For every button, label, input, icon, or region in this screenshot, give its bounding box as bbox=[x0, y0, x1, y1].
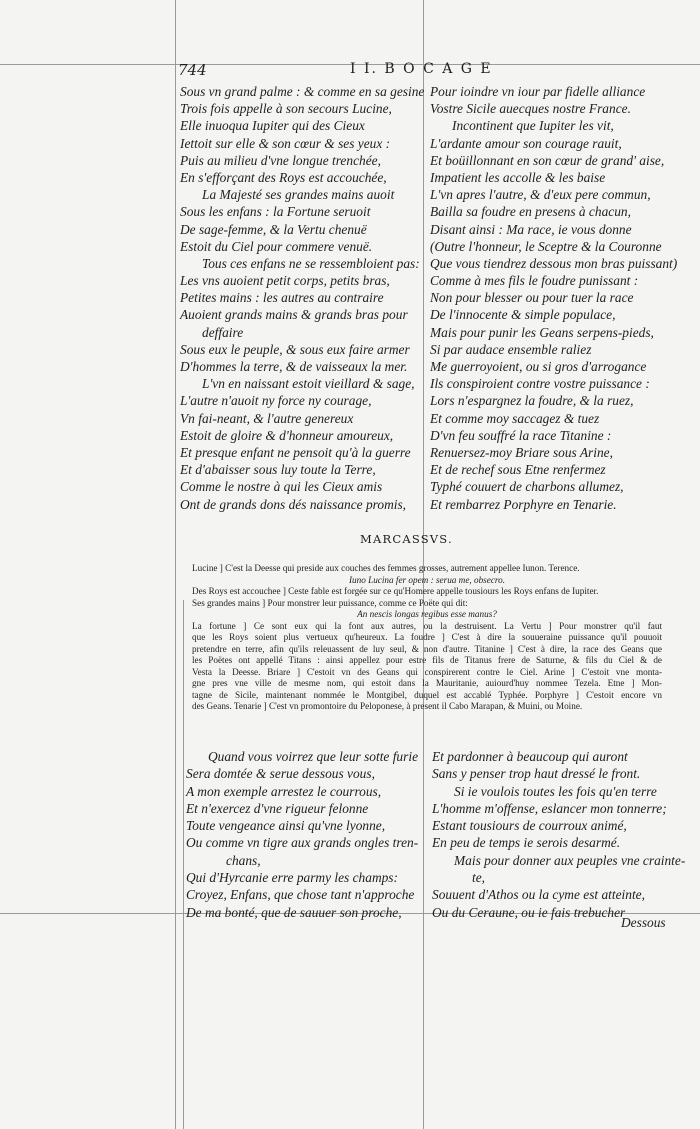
verse-line: Et pardonner à beaucoup qui auront bbox=[432, 749, 628, 764]
verse-line: (Outre l'honneur, le Sceptre & la Couronne bbox=[430, 238, 662, 254]
verse-line: Et de rechef sous Etne renfermez bbox=[430, 462, 606, 478]
verse-line: Iettoit sur elle & son cœur & ses yeux : bbox=[180, 135, 391, 151]
verse-line: Comme à mes fils le foudre punissant : bbox=[430, 273, 639, 289]
verse-line: L'vn apres l'autre, & d'eux pere commun, bbox=[430, 187, 651, 203]
note-line: tagne de Sicile, maintenant nommée le Montgibel, duquel est accablé Typhée. Porphyre ] C'estoit encore vn bbox=[192, 689, 662, 700]
verse-line: Et rembarrez Porphyre en Tenarie. bbox=[430, 496, 617, 512]
verse-line: A mon exemple arrestez le courrous, bbox=[186, 783, 382, 799]
verse-line: Puis au milieu d'vne longue trenchée, bbox=[180, 152, 381, 168]
verse-line: Estant tousiours de courroux animé, bbox=[432, 818, 627, 834]
verse-line: En s'efforçant des Roys est accouchée, bbox=[180, 169, 387, 185]
verse-line: Lors n'espargnez la foudre, & la ruez, bbox=[430, 393, 634, 409]
verse-line: Incontinent que Iupiter les vit, bbox=[452, 118, 614, 134]
verse-line: D'hommes la terre, & de vaisseaux la mer. bbox=[180, 359, 408, 374]
verse-line: La Majesté ses grandes mains auoit bbox=[202, 187, 395, 203]
verse-line: Disant ainsi : Ma race, ie vous donne bbox=[430, 221, 632, 237]
verse-line: L'homme m'offense, eslancer mon tonnerre; bbox=[432, 800, 667, 816]
note-line: Vesta la Deesse. Briare ] C'estoit vn des Geans qui conspirerent contre le Ciel. Arine ] C'estoit vne monta- bbox=[192, 666, 662, 677]
note-line: les Poëtes ont appellé Titans : ainsi appellez pour estre fils de Titanus frere de Saturne, & fils du Ciel & de bbox=[192, 655, 662, 665]
section-title: I I. B O C A G E bbox=[350, 61, 493, 77]
verse-line: deffaire bbox=[202, 324, 244, 340]
verse-line: L'autre n'auoit ny force ny courage, bbox=[180, 393, 372, 409]
poem2-left-column bbox=[186, 748, 418, 921]
verse-line: Sous eux le peuple, & sous eux faire armer bbox=[180, 341, 410, 357]
verse-line: D'vn feu souffré la race Titanine : bbox=[430, 427, 612, 443]
poem-right-column bbox=[430, 83, 677, 513]
verse-line: Et d'abaisser sous luy toute la Terre, bbox=[180, 462, 376, 478]
verse-line: Typhé couuert de charbons allumez, bbox=[430, 479, 624, 495]
verse-line: Ou du Ceraune, ou ie fais trebucher bbox=[432, 904, 626, 920]
note-line: Ses grandes mains ] Pour monstrer leur puissance, comme ce Poëte qui dit: bbox=[192, 597, 468, 608]
verse-line: Et comme moy saccagez & tuez bbox=[430, 410, 600, 426]
verse-line: En peu de temps ie serois desarmé. bbox=[432, 835, 621, 851]
verse-line: Si par audace ensemble raliez bbox=[430, 341, 592, 357]
verse-line: Estoit de gloire & d'honneur amoureux, bbox=[180, 427, 394, 443]
verse-line: Pour ioindre vn iour par fidelle alliance bbox=[430, 84, 646, 99]
verse-line: Ou comme vn tigre aux grands ongles tren- bbox=[186, 835, 419, 851]
verse-line: Souuent d'Athos ou la cyme est atteinte, bbox=[432, 887, 645, 903]
verse-line: chans, bbox=[226, 852, 261, 868]
verse-line: Tous ces enfans ne se ressembloient pas: bbox=[202, 255, 420, 271]
note-quotation: An nescis longas regibus esse manus? bbox=[357, 609, 497, 619]
poem2-right-column bbox=[432, 748, 685, 921]
verse-line: Comme le nostre à qui les Cieux amis bbox=[180, 479, 383, 495]
verse-line: Sans y penser trop haut dressé le front. bbox=[432, 766, 641, 782]
verse-line: L'ardante amour son courage rauit, bbox=[430, 135, 622, 151]
verse-line: Me guerroyoient, ou si gros d'arrogance bbox=[430, 359, 647, 374]
vertical-rule-left bbox=[175, 0, 176, 1129]
verse-line: Ont de grands dons dés naissance promis, bbox=[180, 496, 407, 512]
note-line: gne pres vne ville de mesme nom, qui estoit dans la Mauritanie, auiourd'huy nommee Tezela. Etne ] Mon- bbox=[192, 678, 662, 688]
verse-line: Petites mains : les autres au contraire bbox=[180, 290, 384, 306]
poem-left-column bbox=[180, 83, 424, 513]
verse-line: De ma bonté, que de sauuer son proche, bbox=[186, 904, 402, 920]
verse-line: Qui d'Hyrcanie erre parmy les champs: bbox=[186, 870, 398, 886]
verse-line: Auoient grands mains & grands bras pour bbox=[180, 307, 408, 323]
verse-line: Que vous tiendrez dessous mon bras puissant) bbox=[430, 255, 678, 271]
page-number: 744 bbox=[178, 61, 207, 79]
verse-line: Impatient les accolle & les baise bbox=[430, 169, 606, 185]
running-header bbox=[178, 61, 678, 81]
note-line: Lucine ] C'est la Deesse qui preside aux couches des femmes grosses, autrement appellee Iunon. Terence. bbox=[192, 563, 580, 573]
verse-line: te, bbox=[472, 870, 486, 886]
verse-line: Renuersez-moy Briare sous Arine, bbox=[430, 444, 613, 460]
note-quotation: Iuno Lucina fer opem : serua me, obsecro. bbox=[348, 574, 506, 585]
note-line: pretendre en terre, afin qu'ils releuassent de luy seul, & non d'autre. Titanine ] C'est à dire, la race des Geans que bbox=[192, 643, 662, 654]
verse-line: Sera domtée & serue dessous vous, bbox=[186, 766, 375, 782]
verse-line: Sous les enfans : la Fortune seruoit bbox=[180, 204, 371, 220]
verse-line: Sous vn grand palme : & comme en sa gesine bbox=[180, 84, 425, 99]
verse-line: Elle inuoqua Iupiter qui des Cieux bbox=[180, 118, 365, 134]
verse-line: Quand vous voirrez que leur sotte furie bbox=[208, 749, 419, 764]
verse-line: Non pour blesser ou pour tuer la race bbox=[430, 290, 634, 306]
verse-line: Mais pour donner aux peuples vne crainte- bbox=[454, 852, 686, 868]
catchword: Dessous bbox=[621, 915, 666, 930]
verse-line: Ils conspiroient contre vostre puissance : bbox=[430, 376, 650, 392]
commentary-notes bbox=[192, 563, 662, 713]
verse-line: Trois fois appelle à son secours Lucine, bbox=[180, 101, 392, 117]
verse-line: L'vn en naissant estoit vieillard & sage, bbox=[202, 376, 415, 392]
verse-line: Vn fai-neant, & l'autre genereux bbox=[180, 410, 354, 426]
verse-line: De l'innocente & simple populace, bbox=[430, 307, 616, 323]
verse-line: Croyez, Enfans, que chose tant n'approche bbox=[186, 887, 415, 903]
verse-line: Et n'exercez d'vne rigueur felonne bbox=[186, 800, 369, 816]
verse-line: Bailla sa foudre en presens à chacun, bbox=[430, 204, 631, 220]
verse-line: Mais pour punir les Geans serpens-pieds, bbox=[430, 324, 654, 340]
note-line: que les Roys soient plus vertueux qu'heureux. La foudre ] C'est à dire la souueraine puissance qu'il pouuoit bbox=[192, 632, 662, 642]
verse-line: Et boüillonnant en son cœur de grand' aise, bbox=[430, 152, 665, 168]
note-line: des Geans. Tenarie ] C'est vn promontoire du Peloponese, à present il Cabo Marapan, & Muini, ou Moine. bbox=[192, 701, 583, 711]
note-line: La fortune ] Ce sont eux qui la font aux autres, ou la destruisent. La Vertu ] Pour monstrer qu'il faut bbox=[192, 620, 662, 631]
note-line: Des Roys est accouchee ] Ceste fable est forgée sur ce qu'Homere appelle tousiours les Roys enfans de Iupiter. bbox=[192, 586, 599, 596]
vertical-rule-inner-left bbox=[183, 600, 184, 1129]
verse-line: Si ie voulois toutes les fois qu'en terre bbox=[454, 783, 657, 799]
verse-line: Toute vengeance ainsi qu'vne lyonne, bbox=[186, 818, 386, 834]
verse-line: Les vns auoient petit corps, petits bras, bbox=[180, 273, 390, 289]
verse-line: Estoit du Ciel pour commere venuë. bbox=[180, 238, 373, 254]
verse-line: Et presque enfant ne pensoit qu'à la guerre bbox=[180, 444, 411, 460]
commentary-heading: MARCASSVS. bbox=[360, 532, 453, 546]
verse-line: De sage-femme, & la Vertu chenuë bbox=[180, 221, 367, 237]
verse-line: Vostre Sicile auecques nostre France. bbox=[430, 101, 631, 117]
